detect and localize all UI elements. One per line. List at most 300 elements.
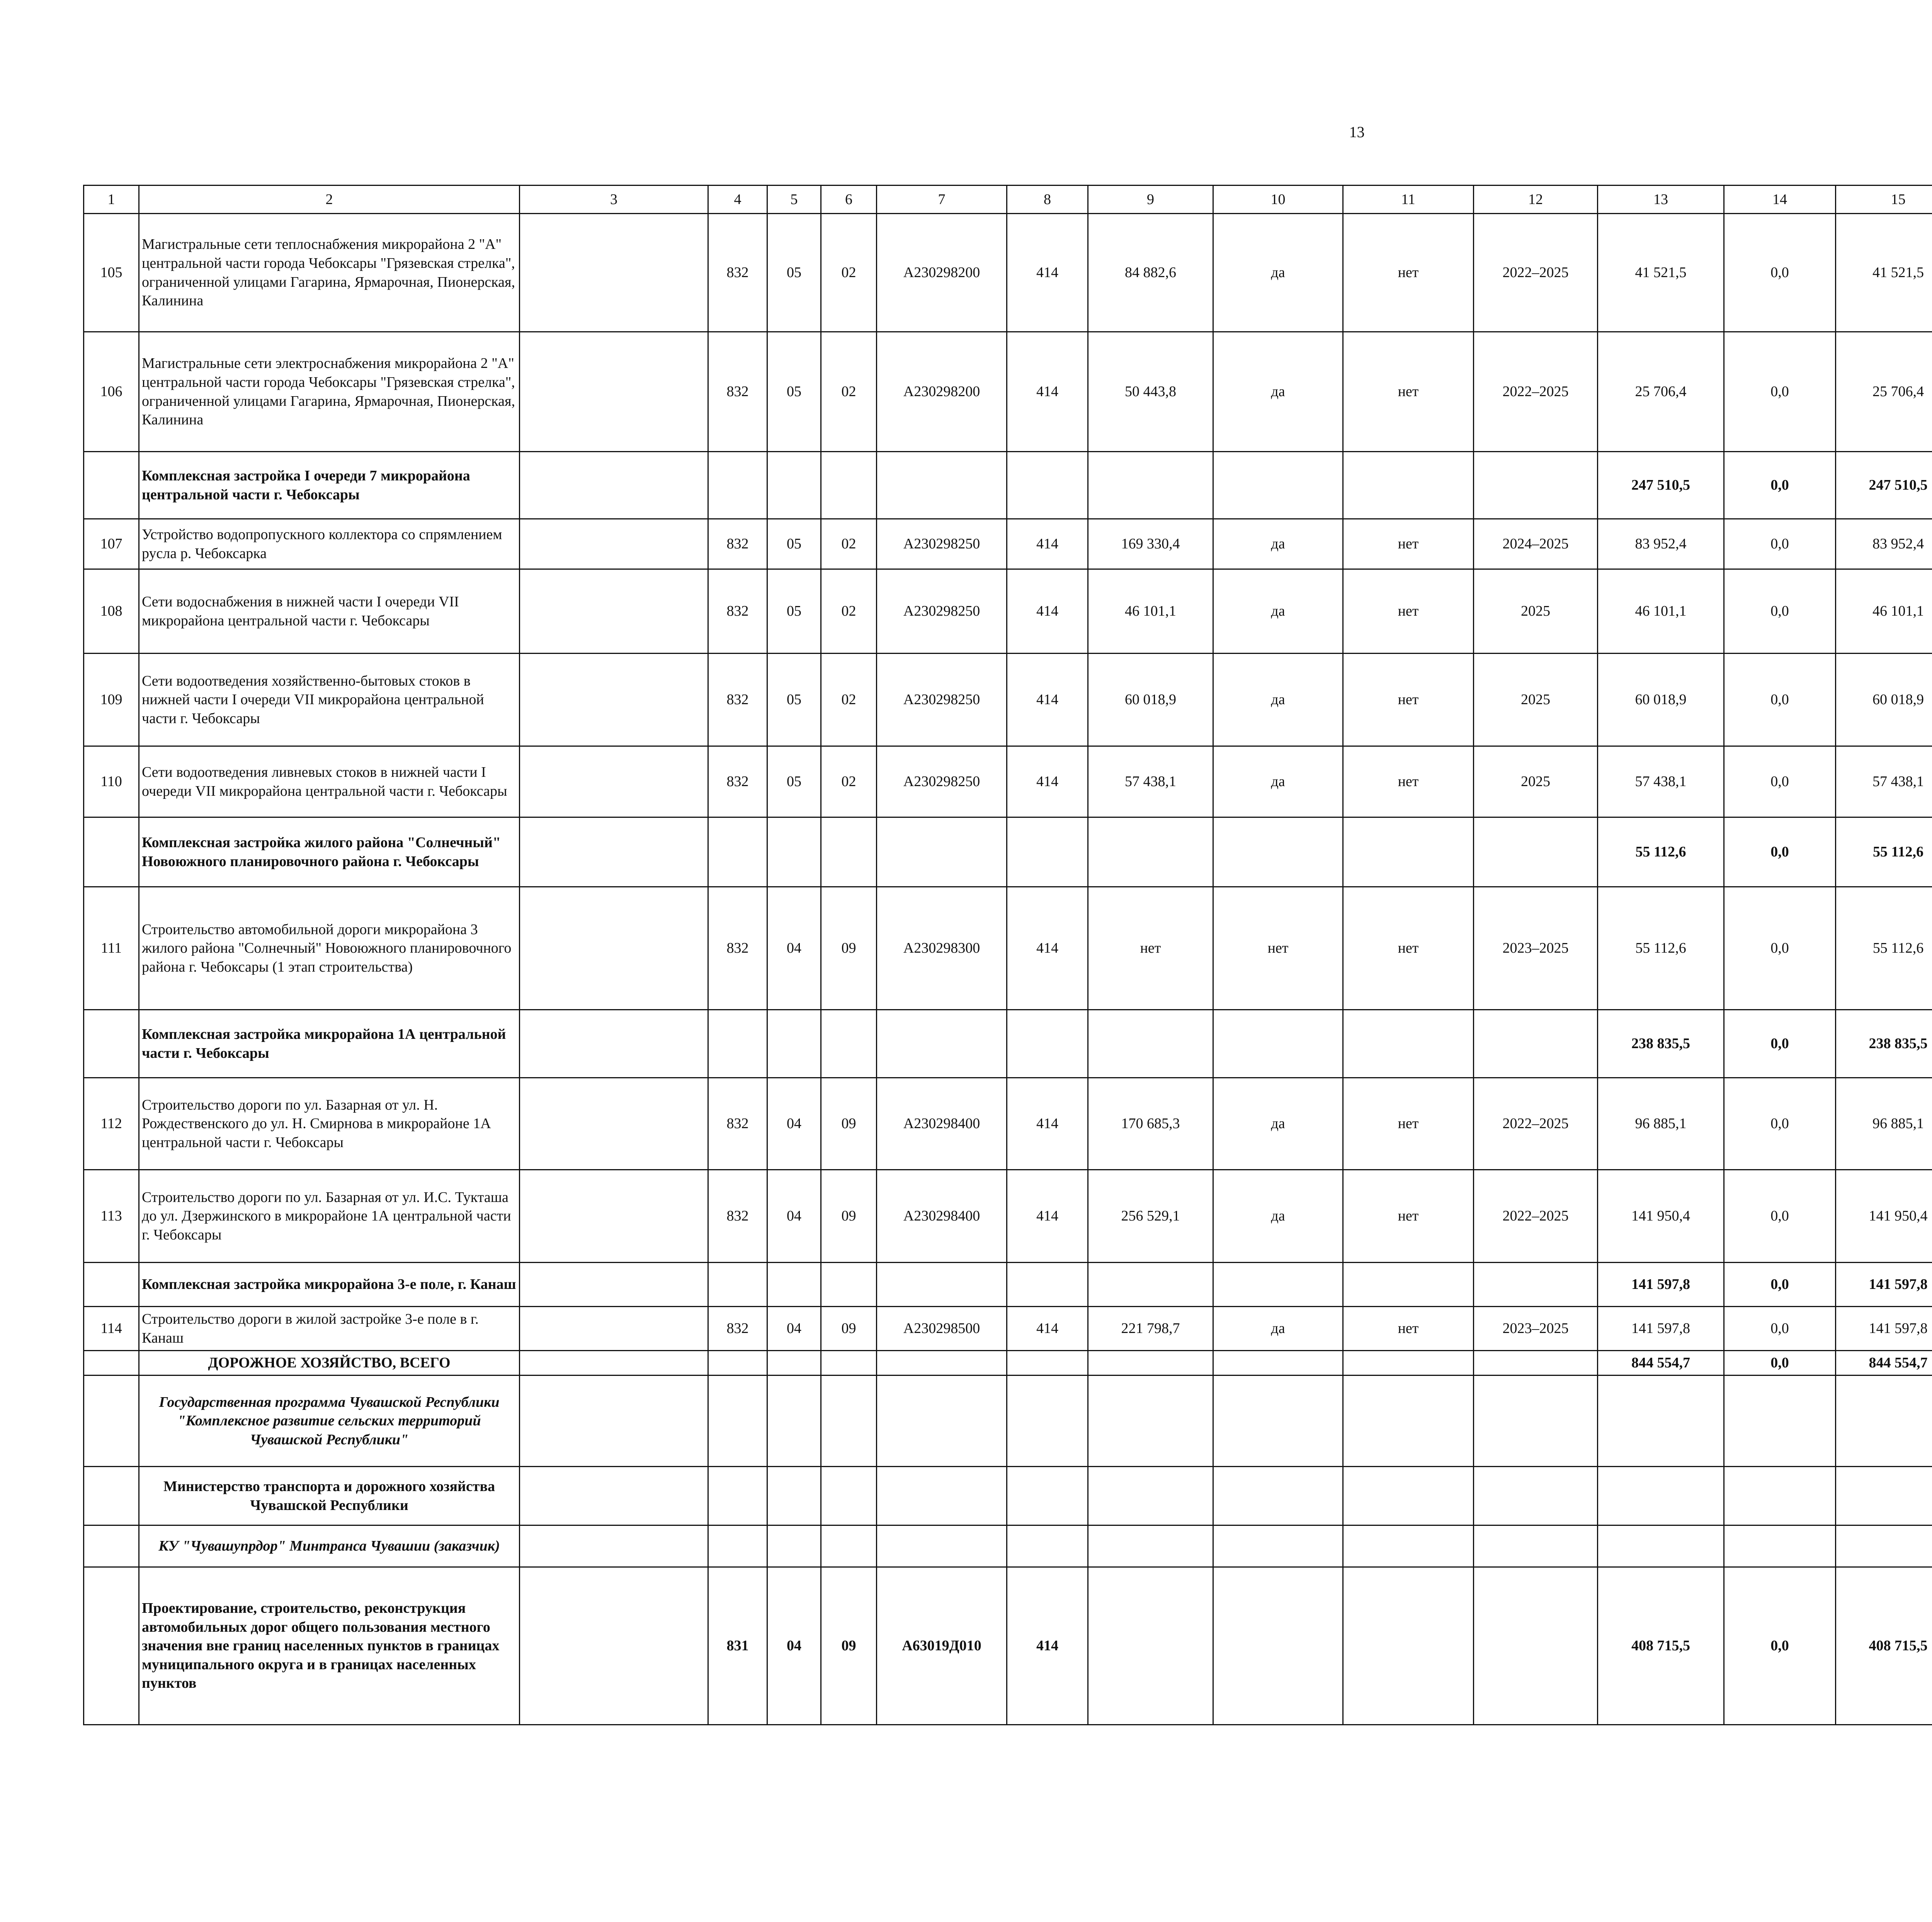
cell-c14: 0,0: [1724, 654, 1836, 746]
cell-c4: 832: [708, 569, 767, 654]
cell-col-3: [520, 887, 708, 1010]
cell-c8: 414: [1007, 569, 1088, 654]
cell-c8: 414: [1007, 214, 1088, 332]
cell-c15: 238 835,5: [1836, 1010, 1932, 1078]
cell-col-3: [520, 746, 708, 817]
cell-c11: нет: [1343, 214, 1474, 332]
cell-c4: 831: [708, 1567, 767, 1725]
cell-c14: 0,0: [1724, 569, 1836, 654]
row-number: [84, 1263, 139, 1307]
cell-c5: 04: [767, 1307, 821, 1351]
cell-c14: 0,0: [1724, 817, 1836, 887]
row-number: [84, 1351, 139, 1376]
header-col-10: 10: [1213, 186, 1343, 214]
row-number: 113: [84, 1170, 139, 1263]
header-row: [84, 186, 1932, 214]
row-number: 109: [84, 654, 139, 746]
cell-c14: [1724, 1467, 1836, 1525]
cell-c6: 09: [821, 1567, 877, 1725]
cell-c15: [1836, 1376, 1932, 1467]
header-col-15: 15: [1836, 186, 1932, 214]
table-body: [84, 186, 1932, 1725]
cell-c15: 141 597,8: [1836, 1263, 1932, 1307]
cell-c15: 844 554,7: [1836, 1351, 1932, 1376]
cell-c15: 96 885,1: [1836, 1078, 1932, 1170]
cell-c14: [1724, 1525, 1836, 1567]
row-number: [84, 452, 139, 519]
cell-c9: 84 882,6: [1088, 214, 1213, 332]
row-name: Комплексная застройка микрорайона 3-е поле, г. Канаш: [139, 1263, 520, 1307]
table-row: [84, 1263, 1932, 1307]
cell-c12: [1474, 1351, 1598, 1376]
cell-c8: [1007, 452, 1088, 519]
cell-c11: [1343, 1467, 1474, 1525]
cell-c9: 170 685,3: [1088, 1078, 1213, 1170]
cell-c12: 2023–2025: [1474, 887, 1598, 1010]
cell-c9: 57 438,1: [1088, 746, 1213, 817]
cell-c9: [1088, 1010, 1213, 1078]
cell-c5: 04: [767, 1078, 821, 1170]
cell-c4: [708, 1525, 767, 1567]
cell-c9: [1088, 1376, 1213, 1467]
cell-c13: 141 597,8: [1598, 1307, 1724, 1351]
cell-c6: 09: [821, 1307, 877, 1351]
cell-c9: 169 330,4: [1088, 519, 1213, 569]
cell-col-3: [520, 1525, 708, 1567]
cell-col-3: [520, 1351, 708, 1376]
cell-c4: [708, 1376, 767, 1467]
cell-c4: [708, 1263, 767, 1307]
cell-c15: 247 510,5: [1836, 452, 1932, 519]
cell-col-3: [520, 1078, 708, 1170]
cell-c14: 0,0: [1724, 1263, 1836, 1307]
table-row: [84, 746, 1932, 817]
cell-c11: нет: [1343, 746, 1474, 817]
cell-c9: [1088, 1351, 1213, 1376]
cell-c10: [1213, 1010, 1343, 1078]
row-number: 108: [84, 569, 139, 654]
cell-c15: 83 952,4: [1836, 519, 1932, 569]
cell-c6: 02: [821, 746, 877, 817]
cell-c7: [877, 817, 1007, 887]
cell-c9: [1088, 1525, 1213, 1567]
table-row: [84, 1170, 1932, 1263]
cell-c8: [1007, 1467, 1088, 1525]
cell-c12: [1474, 1467, 1598, 1525]
cell-c14: 0,0: [1724, 1567, 1836, 1725]
cell-c7: А230298250: [877, 569, 1007, 654]
cell-col-3: [520, 1567, 708, 1725]
cell-col-3: [520, 1010, 708, 1078]
table-row: [84, 1351, 1932, 1376]
cell-c12: [1474, 1525, 1598, 1567]
table-row: [84, 1525, 1932, 1567]
cell-col-3: [520, 817, 708, 887]
cell-c8: 414: [1007, 332, 1088, 452]
cell-c5: 05: [767, 332, 821, 452]
cell-c4: [708, 1467, 767, 1525]
cell-col-3: [520, 1307, 708, 1351]
cell-c6: 02: [821, 332, 877, 452]
cell-c6: 02: [821, 214, 877, 332]
cell-c12: 2025: [1474, 746, 1598, 817]
header-col-14: 14: [1724, 186, 1836, 214]
cell-c14: 0,0: [1724, 332, 1836, 452]
cell-c9: [1088, 1567, 1213, 1725]
cell-c10: [1213, 452, 1343, 519]
table-row: [84, 519, 1932, 569]
cell-c13: 41 521,5: [1598, 214, 1724, 332]
cell-c14: 0,0: [1724, 1170, 1836, 1263]
table-row: [84, 569, 1932, 654]
cell-c10: [1213, 1351, 1343, 1376]
cell-col-3: [520, 1376, 708, 1467]
cell-c14: [1724, 1376, 1836, 1467]
cell-c12: 2023–2025: [1474, 1307, 1598, 1351]
cell-c12: 2025: [1474, 654, 1598, 746]
page-number: 13: [1349, 123, 1365, 141]
cell-c9: [1088, 817, 1213, 887]
row-name: Сети водоотведения ливневых стоков в нижней части I очереди VII микрорайона центральной части г. Чебоксары: [139, 746, 520, 817]
table-row: [84, 332, 1932, 452]
cell-c6: 09: [821, 1170, 877, 1263]
table-row: [84, 887, 1932, 1010]
cell-c13: 60 018,9: [1598, 654, 1724, 746]
cell-c15: 141 597,8: [1836, 1307, 1932, 1351]
row-number: [84, 1567, 139, 1725]
cell-c8: 414: [1007, 1078, 1088, 1170]
cell-c10: да: [1213, 654, 1343, 746]
cell-c4: 832: [708, 746, 767, 817]
cell-c10: да: [1213, 746, 1343, 817]
row-number: 110: [84, 746, 139, 817]
cell-col-3: [520, 332, 708, 452]
table-row: [84, 1567, 1932, 1725]
cell-c10: [1213, 817, 1343, 887]
header-col-2: 2: [139, 186, 520, 214]
cell-c10: да: [1213, 1078, 1343, 1170]
row-name: Строительство дороги по ул. Базарная от ул. Н. Рождественского до ул. Н. Смирнова в микрорайоне 1А центральной части г. Чебоксары: [139, 1078, 520, 1170]
header-col-3: 3: [520, 186, 708, 214]
cell-c13: 141 950,4: [1598, 1170, 1724, 1263]
row-name: Строительство дороги по ул. Базарная от ул. И.С. Тукташа до ул. Дзержинского в микрорайоне 1А центральной части г. Чебоксары: [139, 1170, 520, 1263]
cell-c13: [1598, 1525, 1724, 1567]
cell-c13: 141 597,8: [1598, 1263, 1724, 1307]
cell-c15: 57 438,1: [1836, 746, 1932, 817]
cell-c10: да: [1213, 214, 1343, 332]
cell-c11: [1343, 1525, 1474, 1567]
cell-c10: да: [1213, 1307, 1343, 1351]
table-row: [84, 452, 1932, 519]
row-number: [84, 1525, 139, 1567]
table-row: [84, 214, 1932, 332]
cell-c7: [877, 1376, 1007, 1467]
cell-c5: [767, 1010, 821, 1078]
cell-c6: 09: [821, 887, 877, 1010]
cell-c11: нет: [1343, 569, 1474, 654]
cell-c6: 09: [821, 1078, 877, 1170]
row-name: Строительство дороги в жилой застройке 3-е поле в г. Канаш: [139, 1307, 520, 1351]
cell-c4: [708, 1351, 767, 1376]
cell-c10: нет: [1213, 887, 1343, 1010]
table-row: [84, 1307, 1932, 1351]
cell-c7: А230298300: [877, 887, 1007, 1010]
cell-c14: 0,0: [1724, 452, 1836, 519]
cell-c8: [1007, 1010, 1088, 1078]
cell-c12: [1474, 817, 1598, 887]
cell-c6: 02: [821, 519, 877, 569]
cell-c14: 0,0: [1724, 746, 1836, 817]
row-number: [84, 1376, 139, 1467]
cell-c8: 414: [1007, 746, 1088, 817]
row-number: [84, 1010, 139, 1078]
row-number: 107: [84, 519, 139, 569]
cell-c13: 55 112,6: [1598, 887, 1724, 1010]
cell-c5: [767, 1525, 821, 1567]
cell-col-3: [520, 452, 708, 519]
cell-c8: [1007, 1376, 1088, 1467]
table-row: [84, 1010, 1932, 1078]
cell-c4: 832: [708, 654, 767, 746]
cell-c6: [821, 1376, 877, 1467]
cell-c4: 832: [708, 519, 767, 569]
cell-c5: 04: [767, 887, 821, 1010]
cell-c12: 2024–2025: [1474, 519, 1598, 569]
cell-c13: [1598, 1376, 1724, 1467]
cell-col-3: [520, 519, 708, 569]
header-col-6: 6: [821, 186, 877, 214]
cell-c10: [1213, 1467, 1343, 1525]
cell-c13: 238 835,5: [1598, 1010, 1724, 1078]
cell-c14: 0,0: [1724, 887, 1836, 1010]
row-name: Комплексная застройка микрорайона 1А центральной части г. Чебоксары: [139, 1010, 520, 1078]
cell-c11: нет: [1343, 1078, 1474, 1170]
cell-c6: [821, 817, 877, 887]
cell-c9: 46 101,1: [1088, 569, 1213, 654]
cell-c4: 832: [708, 887, 767, 1010]
cell-c7: [877, 1010, 1007, 1078]
cell-c7: А230298250: [877, 746, 1007, 817]
cell-c8: 414: [1007, 519, 1088, 569]
header-col-13: 13: [1598, 186, 1724, 214]
cell-c5: [767, 452, 821, 519]
cell-c7: А230298500: [877, 1307, 1007, 1351]
cell-c11: нет: [1343, 887, 1474, 1010]
cell-c5: 04: [767, 1170, 821, 1263]
table-row: [84, 654, 1932, 746]
cell-c13: 247 510,5: [1598, 452, 1724, 519]
cell-c7: [877, 1263, 1007, 1307]
cell-col-3: [520, 1467, 708, 1525]
cell-c5: [767, 1263, 821, 1307]
cell-c13: [1598, 1467, 1724, 1525]
cell-c7: А230298200: [877, 214, 1007, 332]
header-col-5: 5: [767, 186, 821, 214]
cell-c5: 05: [767, 569, 821, 654]
row-name: КУ "Чувашупрдор" Минтранса Чувашии (заказчик): [139, 1525, 520, 1567]
cell-c10: да: [1213, 519, 1343, 569]
cell-c13: 96 885,1: [1598, 1078, 1724, 1170]
header-col-12: 12: [1474, 186, 1598, 214]
cell-c6: [821, 1010, 877, 1078]
cell-c11: нет: [1343, 1170, 1474, 1263]
row-number: [84, 1467, 139, 1525]
cell-c5: 04: [767, 1567, 821, 1725]
row-number: 112: [84, 1078, 139, 1170]
cell-c11: [1343, 1567, 1474, 1725]
cell-c5: 05: [767, 746, 821, 817]
cell-c6: [821, 1263, 877, 1307]
cell-c12: [1474, 1263, 1598, 1307]
cell-c4: 832: [708, 332, 767, 452]
cell-c15: 55 112,6: [1836, 887, 1932, 1010]
cell-c15: 60 018,9: [1836, 654, 1932, 746]
row-number: [84, 817, 139, 887]
cell-c11: [1343, 1351, 1474, 1376]
cell-c11: [1343, 1263, 1474, 1307]
cell-c15: [1836, 1467, 1932, 1525]
cell-c13: 844 554,7: [1598, 1351, 1724, 1376]
cell-c11: [1343, 1376, 1474, 1467]
row-name: ДОРОЖНОЕ ХОЗЯЙСТВО, ВСЕГО: [139, 1351, 520, 1376]
cell-c7: [877, 452, 1007, 519]
cell-c15: 46 101,1: [1836, 569, 1932, 654]
cell-c7: [877, 1525, 1007, 1567]
cell-c7: [877, 1351, 1007, 1376]
cell-c11: [1343, 1010, 1474, 1078]
cell-c7: А63019Д010: [877, 1567, 1007, 1725]
row-name: Проектирование, строительство, реконструкция автомобильных дорог общего пользования местного значения вне границ населенных пунктов в границах муниципального округа и в границах населенных пунктов: [139, 1567, 520, 1725]
cell-c9: 256 529,1: [1088, 1170, 1213, 1263]
cell-c9: 50 443,8: [1088, 332, 1213, 452]
row-name: Магистральные сети электроснабжения микрорайона 2 "А" центральной части города Чебоксары "Грязевская стрелка", ограниченной улицами Гагарина, Ярмарочная, Пионерская, Калинина: [139, 332, 520, 452]
table-row: [84, 1376, 1932, 1467]
cell-c11: нет: [1343, 654, 1474, 746]
cell-c7: А230298250: [877, 654, 1007, 746]
cell-c15: 25 706,4: [1836, 332, 1932, 452]
row-name: Магистральные сети теплоснабжения микрорайона 2 "А" центральной части города Чебоксары "Грязевская стрелка", ограниченной улицами Гагарина, Ярмарочная, Пионерская, Калинина: [139, 214, 520, 332]
cell-c10: да: [1213, 332, 1343, 452]
cell-c8: 414: [1007, 887, 1088, 1010]
header-col-4: 4: [708, 186, 767, 214]
cell-c5: 05: [767, 214, 821, 332]
cell-c8: [1007, 1351, 1088, 1376]
cell-col-3: [520, 569, 708, 654]
cell-c10: [1213, 1567, 1343, 1725]
cell-c13: 83 952,4: [1598, 519, 1724, 569]
row-name: Сети водоотведения хозяйственно-бытовых стоков в нижней части I очереди VII микрорайона центральной части г. Чебоксары: [139, 654, 520, 746]
row-name: Комплексная застройка жилого района "Солнечный" Новоюжного планировочного района г. Чебоксары: [139, 817, 520, 887]
cell-c8: [1007, 1263, 1088, 1307]
cell-c6: [821, 1525, 877, 1567]
row-name: Строительство автомобильной дороги микрорайона 3 жилого района "Солнечный" Новоюжного планировочного района г. Чебоксары (1 этап строительства): [139, 887, 520, 1010]
cell-c13: 46 101,1: [1598, 569, 1724, 654]
row-name: Устройство водопропускного коллектора со спрямлением русла р. Чебоксарка: [139, 519, 520, 569]
cell-c5: [767, 817, 821, 887]
cell-c4: 832: [708, 214, 767, 332]
cell-c11: [1343, 452, 1474, 519]
cell-c12: 2022–2025: [1474, 1078, 1598, 1170]
cell-col-3: [520, 1170, 708, 1263]
table-row: [84, 1078, 1932, 1170]
cell-c12: 2022–2025: [1474, 214, 1598, 332]
cell-c5: [767, 1467, 821, 1525]
cell-c12: [1474, 1376, 1598, 1467]
cell-c13: 57 438,1: [1598, 746, 1724, 817]
row-number: 105: [84, 214, 139, 332]
cell-c6: [821, 1351, 877, 1376]
cell-c6: [821, 1467, 877, 1525]
cell-c5: [767, 1351, 821, 1376]
cell-c10: [1213, 1263, 1343, 1307]
cell-c9: [1088, 1263, 1213, 1307]
cell-c15: 141 950,4: [1836, 1170, 1932, 1263]
cell-c15: 41 521,5: [1836, 214, 1932, 332]
cell-col-3: [520, 654, 708, 746]
row-name: Сети водоснабжения в нижней части I очереди VII микрорайона центральной части г. Чебоксары: [139, 569, 520, 654]
cell-c13: 25 706,4: [1598, 332, 1724, 452]
cell-c7: А230298400: [877, 1170, 1007, 1263]
cell-c4: [708, 452, 767, 519]
cell-c11: нет: [1343, 332, 1474, 452]
cell-c10: да: [1213, 1170, 1343, 1263]
row-number: 111: [84, 887, 139, 1010]
cell-c10: [1213, 1525, 1343, 1567]
cell-c13: 408 715,5: [1598, 1567, 1724, 1725]
cell-c12: [1474, 452, 1598, 519]
cell-c15: [1836, 1525, 1932, 1567]
cell-c9: 221 798,7: [1088, 1307, 1213, 1351]
cell-c14: 0,0: [1724, 1010, 1836, 1078]
cell-c14: 0,0: [1724, 1078, 1836, 1170]
cell-c12: [1474, 1010, 1598, 1078]
cell-c7: А230298400: [877, 1078, 1007, 1170]
cell-c5: [767, 1376, 821, 1467]
cell-c7: А230298200: [877, 332, 1007, 452]
cell-c9: [1088, 452, 1213, 519]
cell-c15: 55 112,6: [1836, 817, 1932, 887]
cell-c15: 408 715,5: [1836, 1567, 1932, 1725]
cell-c8: 414: [1007, 1307, 1088, 1351]
row-number: 114: [84, 1307, 139, 1351]
header-col-8: 8: [1007, 186, 1088, 214]
header-col-7: 7: [877, 186, 1007, 214]
cell-c11: [1343, 817, 1474, 887]
cell-col-3: [520, 214, 708, 332]
cell-c14: 0,0: [1724, 1307, 1836, 1351]
cell-c6: 02: [821, 569, 877, 654]
cell-c11: нет: [1343, 1307, 1474, 1351]
cell-c9: 60 018,9: [1088, 654, 1213, 746]
cell-c14: 0,0: [1724, 214, 1836, 332]
cell-c14: 0,0: [1724, 519, 1836, 569]
cell-c8: [1007, 1525, 1088, 1567]
cell-c12: [1474, 1567, 1598, 1725]
table-row: [84, 1467, 1932, 1525]
cell-c14: 0,0: [1724, 1351, 1836, 1376]
cell-c6: 02: [821, 654, 877, 746]
cell-c11: нет: [1343, 519, 1474, 569]
row-number: 106: [84, 332, 139, 452]
header-col-11: 11: [1343, 186, 1474, 214]
cell-c6: [821, 452, 877, 519]
cell-c12: 2022–2025: [1474, 1170, 1598, 1263]
cell-c12: 2025: [1474, 569, 1598, 654]
cell-c12: 2022–2025: [1474, 332, 1598, 452]
cell-c13: 55 112,6: [1598, 817, 1724, 887]
cell-c4: 832: [708, 1078, 767, 1170]
cell-c4: [708, 1010, 767, 1078]
